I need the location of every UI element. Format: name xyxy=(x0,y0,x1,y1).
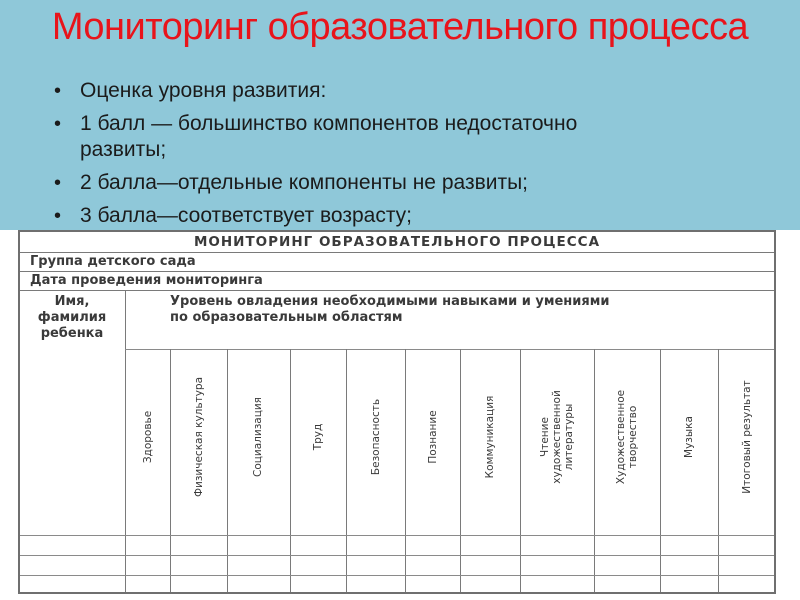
date-label: Дата проведения мониторинга xyxy=(30,273,263,288)
row-divider xyxy=(20,290,774,291)
row-divider xyxy=(20,252,774,253)
form-title: МОНИТОРИНГ ОБРАЗОВАТЕЛЬНОГО ПРОЦЕССА xyxy=(193,234,601,250)
bullet-dot: • xyxy=(54,205,62,227)
bullet-item xyxy=(54,203,774,229)
column-header-health: Здоровье xyxy=(142,410,154,464)
bullet-text: 2 балла—отдельные компоненты не развиты; xyxy=(80,171,529,194)
bullet-dot: • xyxy=(54,113,62,135)
bullet-dot: • xyxy=(54,80,62,102)
bullet-text: 3 балла—соответствует возрасту; xyxy=(80,204,413,227)
monitoring-form-table xyxy=(18,230,776,594)
skill-level-label: Уровень овладения необходимыми навыками и умениями по образовательным областям xyxy=(170,294,610,325)
bullet-text: Оценка уровня развития: xyxy=(80,79,327,102)
table-row xyxy=(20,555,774,556)
group-label: Группа детского сада xyxy=(30,254,196,269)
column-header-communication: Коммуникация xyxy=(484,395,496,479)
column-header-safety: Безопасность xyxy=(370,398,382,476)
column-header-reading-literature: Чтение художественной литературы xyxy=(539,390,575,484)
bullet-text-continuation: развиты; xyxy=(80,138,167,161)
bullet-item xyxy=(54,170,774,196)
bullet-item xyxy=(54,111,774,163)
column-header-labor: Труд xyxy=(312,423,324,451)
column-header-music: Музыка xyxy=(683,416,695,458)
column-header-cognition: Познание xyxy=(427,410,439,464)
column-header-socialization: Социализация xyxy=(252,396,264,478)
slide-title: Мониторинг образовательного процесса xyxy=(51,6,749,48)
bullet-list xyxy=(54,78,774,236)
bullet-text: 1 балл — большинство компонентов недостаточно xyxy=(80,112,578,135)
bullet-dot: • xyxy=(54,172,62,194)
row-divider xyxy=(125,349,774,350)
column-header-physical-culture: Физическая культура xyxy=(193,376,205,498)
bullet-item xyxy=(54,78,774,104)
table-row xyxy=(20,575,774,576)
child-name-label: Имя, фамилия ребенка xyxy=(37,294,107,341)
table-row xyxy=(20,535,774,536)
row-divider xyxy=(20,271,774,272)
column-header-total-result: Итоговый результат xyxy=(741,380,753,494)
column-header-art: Художественное творчество xyxy=(615,389,639,485)
